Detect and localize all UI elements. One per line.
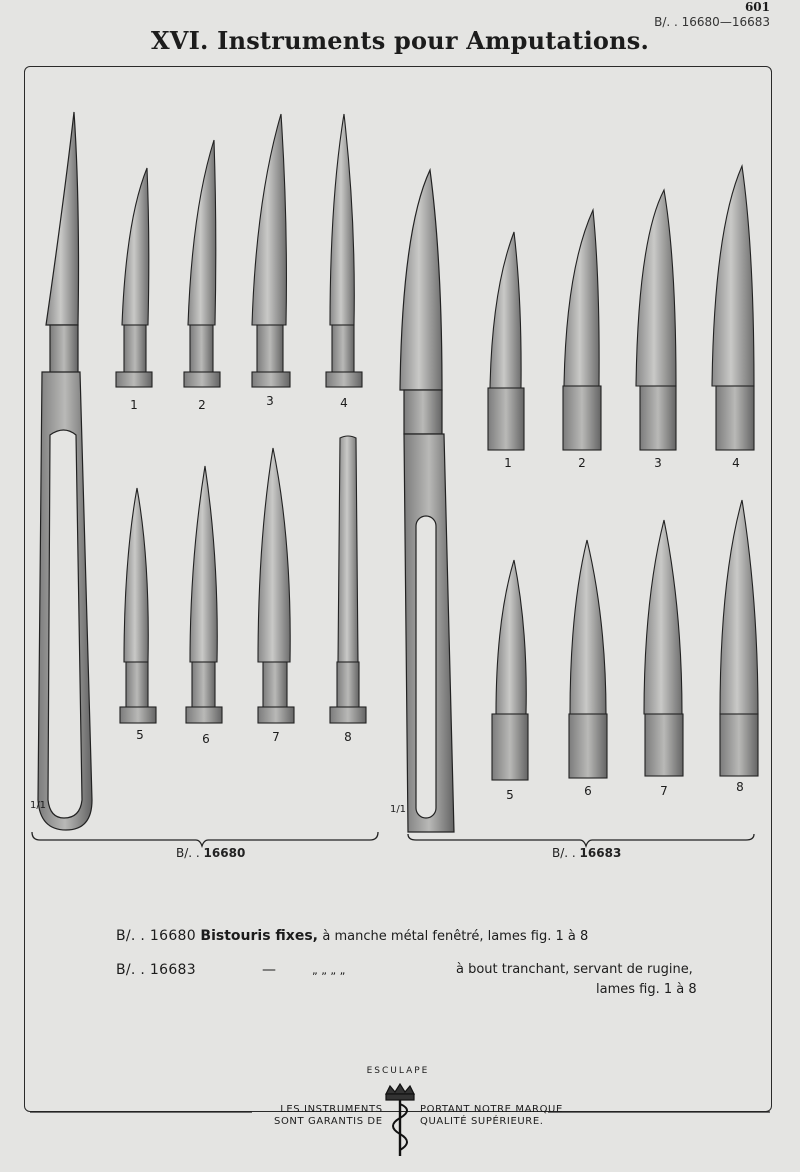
group-bracket-16680 <box>32 832 378 846</box>
fig-number: 1 <box>504 456 512 470</box>
fig-number: 3 <box>266 394 274 408</box>
footer-right: PORTANT NOTRE MARQUE QUALITÉ SUPÉRIEURE. <box>420 1104 563 1127</box>
blade-16680-fig-5 <box>120 488 156 723</box>
scalpel-16683-full <box>400 170 454 832</box>
scale-mark-16680: 1/1 <box>29 800 47 811</box>
group-bracket-16683 <box>408 834 754 846</box>
scale-mark-16683: 1/1 <box>389 804 407 815</box>
footer-left: LES INSTRUMENTS SONT GARANTIS DE <box>274 1104 383 1127</box>
blade-16680-fig-8 <box>330 436 366 723</box>
page-title: XVI. Instruments pour Amputations. <box>150 26 650 55</box>
fig-number: 8 <box>344 730 352 744</box>
fig-number: 7 <box>660 784 668 798</box>
fig-number: 2 <box>578 456 586 470</box>
reference-range: B/. . 16680—16683 <box>654 15 770 29</box>
blade-16683-fig-5 <box>492 560 528 780</box>
description-16683-line2: lames fig. 1 à 8 <box>596 982 697 997</box>
blade-16680-fig-2 <box>184 140 220 387</box>
description-16683: B/. . 16683 — „ „ „ „ à bout tranchant, servant de rugine, <box>116 962 693 978</box>
blade-16680-fig-4 <box>326 114 362 387</box>
fig-number: 6 <box>584 784 592 798</box>
blade-16683-fig-6 <box>569 540 607 778</box>
fig-number: 4 <box>732 456 740 470</box>
esculape-logo <box>386 1084 414 1156</box>
fig-number: 4 <box>340 396 348 410</box>
blade-16680-fig-6 <box>186 466 222 723</box>
blade-16683-fig-3 <box>636 190 676 450</box>
fig-number: 5 <box>136 728 144 742</box>
group-label-16683: B/. . 16683 <box>552 846 622 860</box>
fig-number: 8 <box>736 780 744 794</box>
brand-name: ESCULAPE <box>366 1066 430 1076</box>
blade-16683-fig-4 <box>712 166 754 450</box>
fig-number: 6 <box>202 732 210 746</box>
page-number: 601 <box>744 0 770 14</box>
fig-number: 7 <box>272 730 280 744</box>
blade-16680-fig-7 <box>258 448 294 723</box>
blade-16683-fig-1 <box>488 232 524 450</box>
description-16680: B/. . 16680 Bistouris fixes, à manche métal fenêtré, lames fig. 1 à 8 <box>116 928 589 944</box>
fig-number: 3 <box>654 456 662 470</box>
blade-16680-fig-1 <box>116 168 152 387</box>
group-label-16680: B/. . 16680 <box>176 846 246 860</box>
blade-16683-fig-8 <box>720 500 758 776</box>
blade-16680-fig-3 <box>252 114 290 387</box>
fig-number: 2 <box>198 398 206 412</box>
fig-number: 5 <box>506 788 514 802</box>
scalpel-16680-full <box>38 112 92 830</box>
blade-16683-fig-7 <box>644 520 683 776</box>
fig-number: 1 <box>130 398 138 412</box>
blade-16683-fig-2 <box>563 210 601 450</box>
